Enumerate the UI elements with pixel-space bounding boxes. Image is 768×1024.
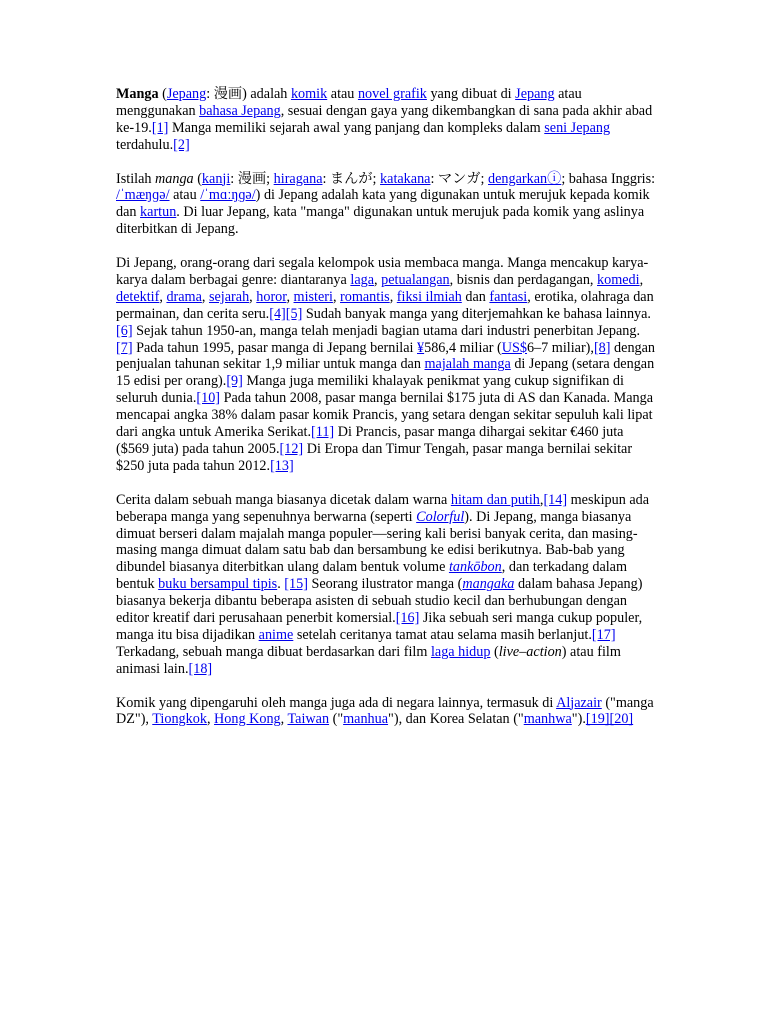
text-run: 586,4 miliar ( bbox=[424, 339, 502, 356]
text-run: Komik yang dipengaruhi oleh manga juga ada di negara lainnya, termasuk di bbox=[116, 694, 557, 711]
wiki-link[interactable]: Tiongkok bbox=[152, 711, 207, 728]
text-run: Istilah bbox=[116, 170, 156, 187]
wiki-link[interactable]: laga hidup bbox=[430, 643, 491, 660]
text-run: , bbox=[389, 288, 397, 305]
wiki-link[interactable]: detektif bbox=[116, 288, 160, 305]
text-run: atau bbox=[327, 86, 358, 102]
text-run: Di Eropa dan Timur Tengah, pasar manga bernilai sekitar $250 juta pada tahun 2012. bbox=[116, 441, 633, 474]
wiki-link[interactable]: /ˈmɑːŋɡə/ bbox=[200, 187, 256, 204]
wiki-link[interactable]: Jepang bbox=[166, 86, 207, 102]
text-run: , bbox=[206, 711, 215, 728]
citation-link[interactable]: [5] bbox=[285, 305, 303, 322]
text-run: 6–7 miliar), bbox=[526, 339, 594, 356]
text-run: : 漫画) adalah bbox=[206, 86, 291, 102]
citation-link[interactable]: [10] bbox=[196, 390, 221, 407]
wiki-link[interactable]: US$ bbox=[501, 339, 527, 356]
wiki-link[interactable]: romantis bbox=[340, 288, 390, 305]
citation-link[interactable]: [17] bbox=[591, 626, 616, 643]
text-run: ; bahasa Inggris: bbox=[561, 170, 656, 187]
wiki-link[interactable]: komik bbox=[290, 86, 328, 102]
wiki-link[interactable]: hiragana bbox=[273, 170, 323, 187]
citation-link[interactable]: [20] bbox=[609, 711, 634, 728]
wiki-link[interactable]: dengarkan bbox=[488, 170, 548, 187]
citation-link[interactable]: [11] bbox=[311, 424, 335, 441]
term-italic: manga bbox=[155, 170, 194, 187]
text-run: ("manga DZ"), bbox=[116, 694, 654, 728]
paragraph-intro bbox=[116, 86, 656, 154]
wiki-link[interactable]: petualangan bbox=[381, 271, 450, 288]
text-run: Di Prancis, pasar manga dihargai sekitar €460 juta ($569 juta) pada tahun 2005. bbox=[116, 424, 624, 457]
text-run: Sejak tahun 1950-an, manga telah menjadi bagian utama dari industri penerbitan Jepang. bbox=[132, 322, 640, 339]
wiki-link[interactable]: kartun bbox=[140, 204, 177, 221]
wiki-link[interactable]: manhwa bbox=[523, 711, 572, 728]
paragraph-etymology bbox=[116, 171, 656, 239]
paragraph-international bbox=[116, 695, 656, 729]
wiki-link[interactable]: ¥ bbox=[417, 339, 425, 356]
text-run: , bbox=[249, 288, 257, 305]
text-run: Cerita dalam sebuah manga biasanya dicetak dalam warna bbox=[116, 491, 451, 508]
term-italic: live–action bbox=[498, 643, 562, 660]
text-run: meskipun ada beberapa manga yang sepenuhnya berwarna (seperti bbox=[116, 491, 650, 525]
citation-link[interactable]: [7] bbox=[116, 339, 133, 356]
paragraph-market bbox=[116, 255, 656, 475]
text-run: , erotika, olahraga dan permainan, dan cerita seru. bbox=[116, 288, 654, 322]
citation-link[interactable]: [19] bbox=[585, 711, 610, 728]
article-body bbox=[116, 86, 656, 745]
wiki-link[interactable]: majalah manga bbox=[424, 356, 511, 373]
text-run: ). Di Jepang, manga biasanya dimuat berseri dalam majalah manga populer—sering kali berisi banyak cerita, dan masing-masing manga dimuat dalam satu bab dan bersambung ke edisi berikutnya. Bab-bab yang dibundel biasanya diterbitkan ulang dalam bentuk volume bbox=[116, 508, 638, 576]
wiki-link[interactable]: sejarah bbox=[208, 288, 250, 305]
text-run: yang dibuat di bbox=[426, 86, 516, 102]
wiki-link[interactable]: Aljazair bbox=[556, 694, 602, 711]
text-run: ( bbox=[158, 86, 167, 102]
text-run: Pada tahun 1995, pasar manga di Jepang bernilai bbox=[132, 339, 418, 356]
text-run: , dan terkadang dalam bentuk bbox=[116, 559, 628, 593]
text-run: terdahulu. bbox=[116, 136, 174, 153]
text-run: di Jepang (setara dengan 15 edisi per orang). bbox=[116, 356, 655, 390]
text-run: , bbox=[280, 711, 288, 728]
text-run: atau menggunakan bbox=[116, 86, 582, 119]
text-run: dalam bahasa Jepang) biasanya bekerja dibantu beberapa asisten di sebuah studio kecil dan berhubungan dengan editor kreatif dari perusahaan penerbit komersial. bbox=[116, 576, 643, 627]
citation-link[interactable]: [4] bbox=[269, 305, 286, 322]
text-run: . bbox=[277, 576, 285, 593]
text-run: ) di Jepang adalah kata yang digunakan untuk merujuk kepada komik dan bbox=[116, 187, 650, 221]
wiki-link[interactable]: buku bersampul tipis bbox=[158, 576, 278, 593]
text-run: , bisnis dan perdagangan, bbox=[449, 271, 598, 288]
text-run: , bbox=[286, 288, 294, 305]
wiki-link[interactable]: drama bbox=[166, 288, 202, 305]
text-run: Seorang ilustrator manga ( bbox=[307, 576, 463, 593]
text-run: dan bbox=[461, 288, 490, 305]
text-run: ) atau film animasi lain. bbox=[116, 643, 621, 677]
text-run: Manga juga memiliki khalayak penikmat yang cukup signifikan di seluruh dunia. bbox=[116, 373, 624, 407]
citation-link[interactable]: [18] bbox=[188, 660, 213, 677]
wiki-link[interactable]: manhua bbox=[343, 711, 389, 728]
citation-link[interactable]: [13] bbox=[270, 457, 294, 474]
citation-link[interactable]: [1] bbox=[151, 119, 169, 136]
wiki-link[interactable]: misteri bbox=[293, 288, 333, 305]
wiki-link[interactable]: novel grafik bbox=[357, 86, 427, 102]
text-run: , bbox=[201, 288, 209, 305]
citation-link[interactable]: [12] bbox=[279, 441, 304, 457]
wiki-link[interactable]: /ˈmæŋɡə/ bbox=[116, 187, 170, 204]
text-run: : まんが; bbox=[322, 170, 381, 187]
wiki-link[interactable]: fantasi bbox=[489, 288, 528, 305]
citation-link[interactable]: [16] bbox=[395, 610, 420, 627]
wiki-link[interactable]: anime bbox=[258, 626, 294, 643]
text-run: Di Jepang, orang-orang dari segala kelompok usia membaca manga. Manga mencakup karya-karya dalam berbagai genre: diantaranya bbox=[116, 255, 649, 288]
citation-link[interactable]: [2] bbox=[173, 136, 190, 153]
wiki-link[interactable]: komedi bbox=[597, 271, 640, 288]
wiki-link[interactable]: fiksi ilmiah bbox=[396, 288, 462, 305]
text-run: , bbox=[374, 271, 382, 288]
text-run: Sudah banyak manga yang diterjemahkan ke bahasa lainnya. bbox=[302, 305, 651, 322]
text-run: Pada tahun 2008, pasar manga bernilai $175 juta di AS dan Kanada. Manga mencapai angka 38% dalam pasar komik Prancis, yang setara dengan sekitar sepuluh kali lipat dari angka untuk Amerika Serikat. bbox=[116, 390, 654, 441]
wiki-link[interactable]: kanji bbox=[201, 170, 231, 187]
text-run: , bbox=[332, 288, 341, 305]
citation-link[interactable]: [9] bbox=[226, 373, 243, 390]
text-run: Terkadang, sebuah manga dibuat berdasarkan dari film bbox=[116, 643, 431, 660]
text-run: ( bbox=[193, 170, 202, 187]
paragraph-publication bbox=[116, 492, 656, 678]
wiki-link[interactable]: katakana bbox=[380, 170, 431, 187]
wiki-link[interactable]: mangaka bbox=[462, 576, 515, 593]
wiki-link[interactable]: Colorful bbox=[416, 508, 465, 525]
term-bold: Manga bbox=[116, 86, 159, 102]
text-run: Jika sebuah seri manga cukup populer, manga itu bisa dijadikan bbox=[116, 610, 643, 643]
wiki-link[interactable]: hitam dan putih bbox=[450, 491, 540, 508]
text-run: , bbox=[539, 491, 544, 508]
text-run: dengan penjualan tahunan sekitar 1,9 miliar untuk manga dan bbox=[116, 339, 656, 373]
text-run: "), dan Korea Selatan (" bbox=[388, 711, 524, 728]
text-run: . Di luar Jepang, kata "manga" digunakan untuk merujuk pada komik yang aslinya diterbitkan di Jepang. bbox=[116, 204, 645, 238]
wiki-link[interactable]: Taiwan bbox=[287, 711, 330, 728]
text-run: ( bbox=[490, 643, 499, 660]
text-run: : 漫画; bbox=[230, 170, 274, 187]
text-run: : マンガ; bbox=[430, 170, 489, 187]
wiki-link[interactable]: seni Jepang bbox=[544, 119, 611, 136]
citation-link[interactable]: [8] bbox=[593, 339, 611, 356]
text-run: "). bbox=[571, 711, 586, 728]
text-run: , bbox=[159, 288, 167, 305]
text-run: setelah ceritanya tamat atau selama masih berlanjut. bbox=[293, 626, 592, 643]
text-run: , bbox=[639, 271, 644, 288]
wiki-link[interactable]: ⓘ bbox=[547, 170, 562, 187]
wiki-link[interactable]: bahasa Jepang bbox=[199, 102, 281, 119]
wiki-link[interactable]: Hong Kong bbox=[214, 711, 281, 728]
text-run: , sesuai dengan gaya yang dikembangkan di sana pada akhir abad ke-19. bbox=[116, 102, 653, 136]
citation-link[interactable]: [15] bbox=[284, 576, 308, 593]
wiki-link[interactable]: Jepang bbox=[515, 86, 555, 102]
text-run: atau bbox=[169, 187, 201, 204]
text-run: Manga memiliki sejarah awal yang panjang dan kompleks dalam bbox=[168, 119, 545, 136]
wiki-link[interactable]: horor bbox=[256, 288, 287, 305]
citation-link[interactable]: [6] bbox=[116, 322, 133, 339]
text-run: (" bbox=[329, 711, 344, 728]
citation-link[interactable]: [14] bbox=[543, 491, 568, 508]
wiki-link[interactable]: laga bbox=[350, 271, 375, 288]
wiki-link[interactable]: tankōbon bbox=[448, 559, 502, 576]
